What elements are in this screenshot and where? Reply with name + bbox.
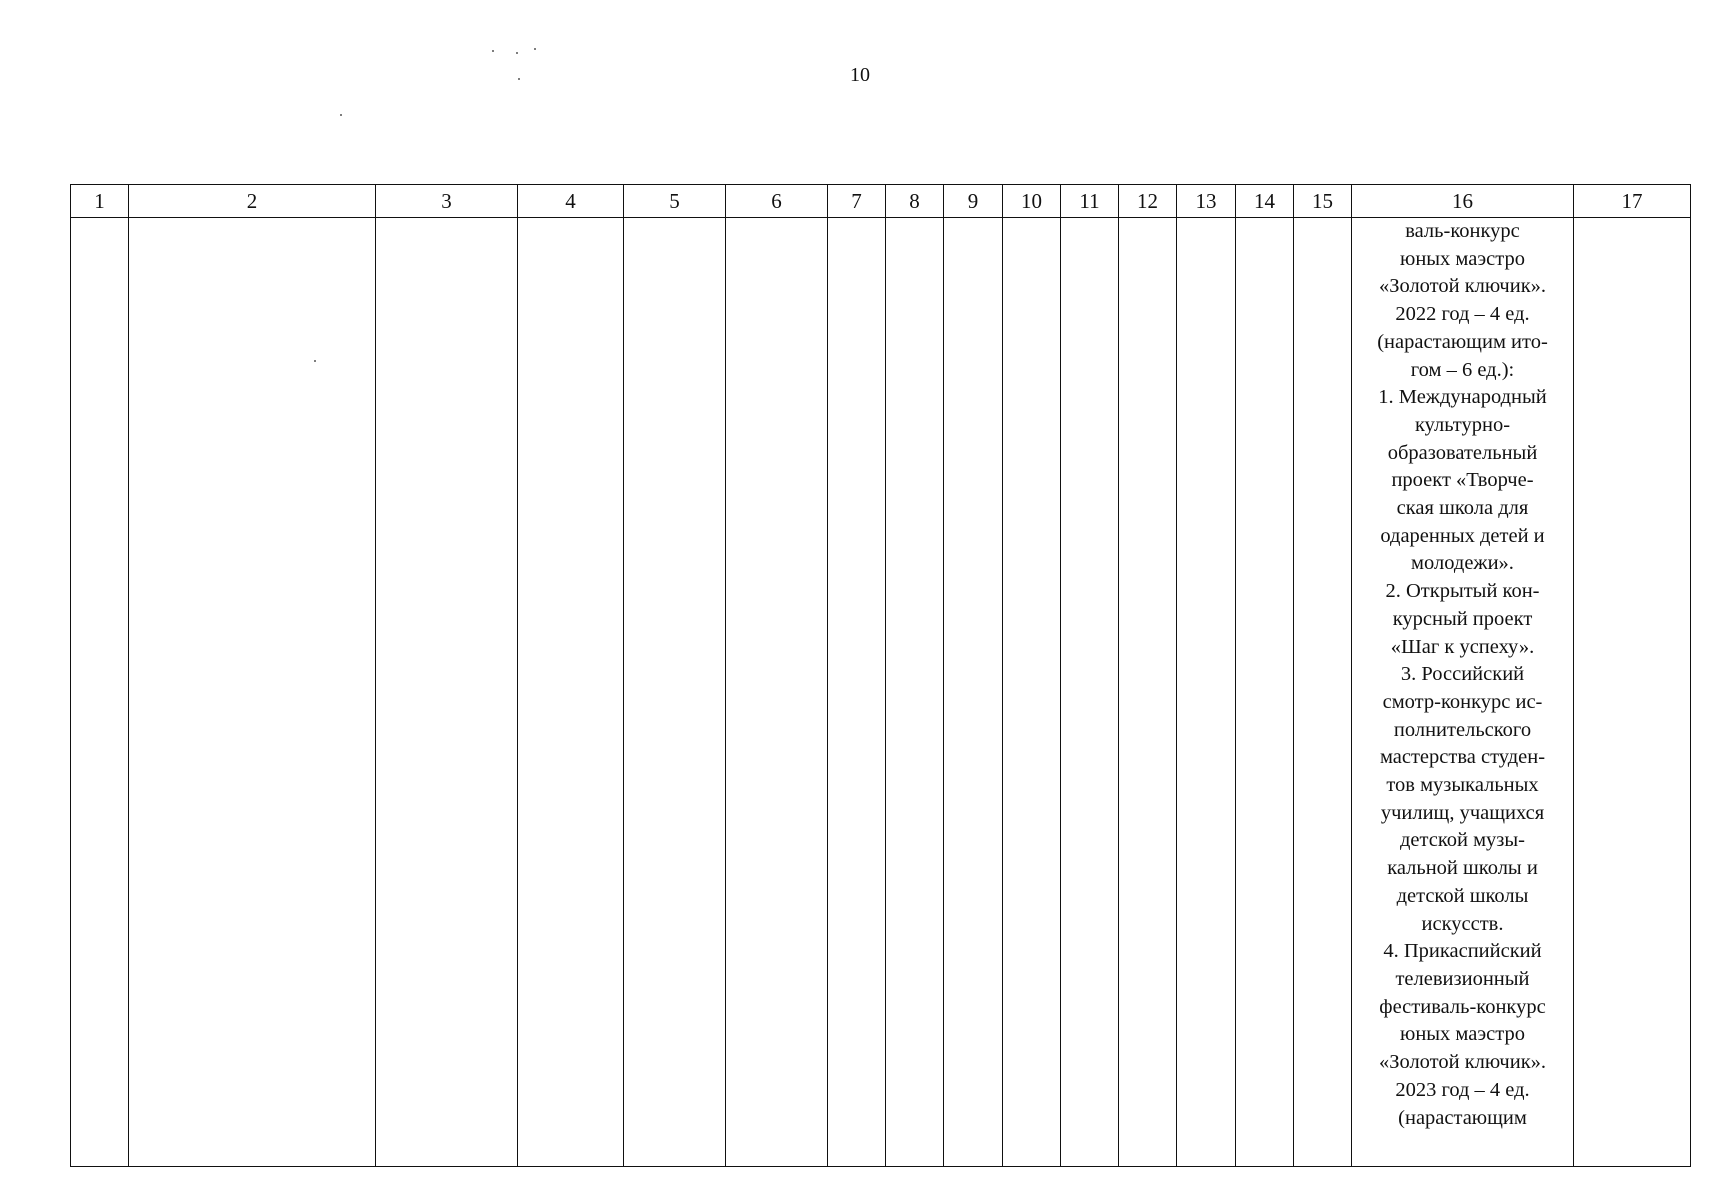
cell-col-3 xyxy=(376,218,518,1167)
text-line: 2022 год – 4 ед. xyxy=(1395,303,1530,326)
col-header-17: 17 xyxy=(1574,185,1691,218)
text-line: «Шаг к успеху». xyxy=(1390,635,1535,658)
text-line: «Золотой ключик». xyxy=(1378,275,1547,298)
col-header-14: 14 xyxy=(1236,185,1294,218)
text-line: 2023 год – 4 ед. xyxy=(1395,1078,1530,1101)
col-header-16: 16 xyxy=(1352,185,1574,218)
cell-col-4 xyxy=(518,218,624,1167)
text-line: одаренных детей и xyxy=(1380,524,1545,547)
header-row xyxy=(71,185,1691,218)
text-line: детской музы- xyxy=(1399,829,1526,852)
cell-col-17 xyxy=(1574,218,1691,1167)
cell-col-7 xyxy=(828,218,886,1167)
text-line: курсный проект xyxy=(1392,607,1533,630)
col-header-3: 3 xyxy=(376,185,518,218)
text-line: 2. Открытый кон- xyxy=(1385,580,1540,603)
col-header-13: 13 xyxy=(1177,185,1236,218)
col-header-10: 10 xyxy=(1003,185,1061,218)
text-line: 4. Прикаспийский xyxy=(1383,940,1542,963)
cell-col-1 xyxy=(71,218,129,1167)
col-header-2: 2 xyxy=(129,185,376,218)
cell-col-12 xyxy=(1119,218,1177,1167)
text-line: «Золотой ключик». xyxy=(1378,1051,1547,1074)
cell-col-11 xyxy=(1061,218,1119,1167)
page-number: 10 xyxy=(850,64,870,86)
col-header-15: 15 xyxy=(1294,185,1352,218)
cell-col-5 xyxy=(624,218,726,1167)
text-line: проект «Творче- xyxy=(1391,469,1534,492)
cell-col-8 xyxy=(886,218,944,1167)
cell-col-15 xyxy=(1294,218,1352,1167)
col-header-7: 7 xyxy=(828,185,886,218)
text-line: смотр-конкурс ис- xyxy=(1382,690,1543,713)
col-header-12: 12 xyxy=(1119,185,1177,218)
text-line: гом – 6 ед.): xyxy=(1410,358,1515,381)
text-line: фестиваль-конкурс xyxy=(1379,995,1546,1018)
text-line: ская школа для xyxy=(1396,497,1529,520)
text-line: образовательный xyxy=(1387,441,1538,464)
col-header-5: 5 xyxy=(624,185,726,218)
text-line: детской школы xyxy=(1396,884,1529,907)
cell-col-14 xyxy=(1236,218,1294,1167)
cell-col-2 xyxy=(129,218,376,1167)
text-line: училищ, учащихся xyxy=(1380,801,1545,824)
cell-col-6 xyxy=(726,218,828,1167)
text-line: юных маэстро xyxy=(1400,247,1525,270)
cell-col-9 xyxy=(944,218,1003,1167)
col-header-1: 1 xyxy=(71,185,129,218)
col-header-8: 8 xyxy=(886,185,944,218)
cell-col-16 xyxy=(1352,218,1574,1167)
col-header-9: 9 xyxy=(944,185,1003,218)
cell-col-13 xyxy=(1177,218,1236,1167)
text-line: (нарастающим xyxy=(1398,1106,1527,1129)
text-line: полнительского xyxy=(1393,718,1532,741)
text-line: 1. Международный xyxy=(1378,386,1547,409)
text-line: валь-конкурс xyxy=(1405,220,1520,242)
text-line: культурно- xyxy=(1414,413,1511,436)
table-row xyxy=(71,218,1691,1167)
cell-col-10 xyxy=(1003,218,1061,1167)
text-line: искусств. xyxy=(1421,912,1504,935)
text-line: молодежи». xyxy=(1411,552,1514,575)
text-line: (нарастающим ито- xyxy=(1377,330,1548,353)
col-header-6: 6 xyxy=(726,185,828,218)
text-line: кальной школы и xyxy=(1387,857,1538,880)
col-header-4: 4 xyxy=(518,185,624,218)
text-line: тов музыкальных xyxy=(1386,774,1539,797)
text-line: телевизионный xyxy=(1395,967,1530,990)
text-line: мастерства студен- xyxy=(1379,746,1546,769)
text-line: юных маэстро xyxy=(1400,1023,1525,1046)
data-table xyxy=(70,184,1691,1167)
col-header-11: 11 xyxy=(1061,185,1119,218)
text-line: 3. Российский xyxy=(1400,663,1525,686)
